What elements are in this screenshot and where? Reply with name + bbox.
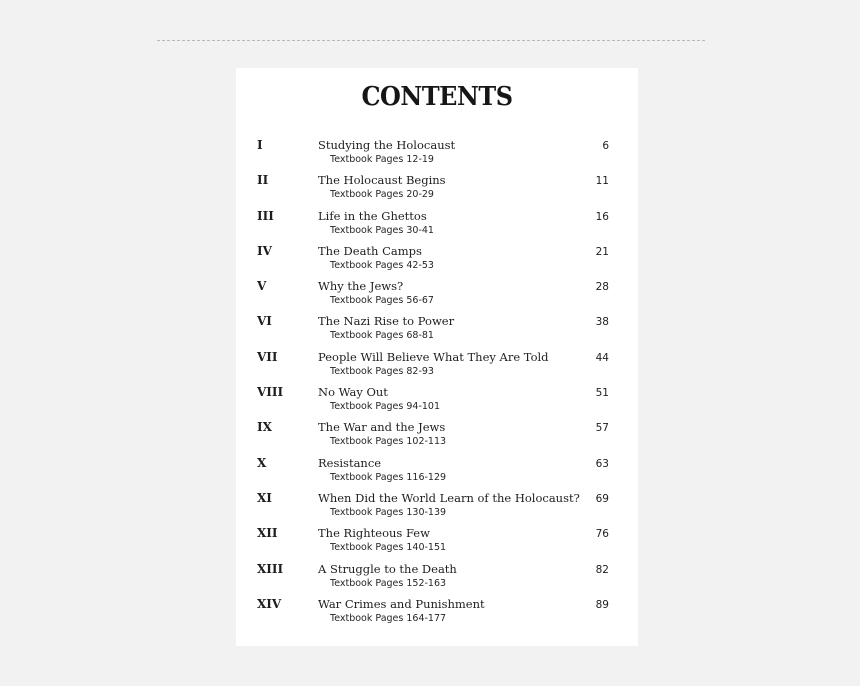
chapter-numeral: IV [257,243,272,258]
page-number: 11 [595,175,609,188]
textbook-pages: Textbook Pages 12-19 [330,154,434,165]
toc-entry [236,350,638,385]
chapter-title: Why the Jews? [318,279,404,294]
chapter-title: The Righteous Few [318,526,430,541]
toc-entry [236,597,638,632]
chapter-numeral: XI [257,490,272,505]
chapter-numeral: VIII [257,385,284,400]
chapter-numeral: II [257,173,269,188]
chapter-title: War Crimes and Punishment [318,596,485,611]
toc-entry [236,209,638,244]
toc-entry [236,526,638,561]
contents-page [236,68,638,646]
textbook-pages: Textbook Pages 20-29 [330,189,434,201]
chapter-numeral: I [257,138,263,152]
textbook-pages: Textbook Pages 94-101 [330,401,441,413]
page-number: 51 [595,387,609,400]
chapter-numeral: VI [257,314,272,329]
toc-entry [236,491,638,526]
chapter-numeral: III [257,208,274,223]
textbook-pages: Textbook Pages 152-163 [330,577,447,589]
page-title: CONTENTS [361,82,513,112]
toc-entry [236,420,638,455]
chapter-numeral: X [257,455,267,470]
textbook-pages: Textbook Pages 102-113 [330,436,447,448]
page-number: 16 [595,210,609,223]
chapter-title: Studying the Holocaust [318,138,456,152]
page-number: 21 [595,245,609,258]
textbook-pages: Textbook Pages 82-93 [330,365,434,377]
toc-entry [236,279,638,314]
chapter-numeral: XIII [257,561,284,576]
textbook-pages: Textbook Pages 42-53 [330,259,434,271]
textbook-pages: Textbook Pages 130-139 [330,506,447,518]
page-number: 69 [595,492,609,505]
chapter-title: Life in the Ghettos [318,208,427,223]
toc-entry [236,314,638,349]
textbook-pages: Textbook Pages 68-81 [330,330,434,342]
table-of-contents [236,138,638,632]
chapter-title: The Death Camps [318,243,422,258]
textbook-pages: Textbook Pages 140-151 [330,542,447,554]
textbook-pages: Textbook Pages 56-67 [330,295,434,307]
page-number: 38 [595,316,609,329]
chapter-title: When Did the World Learn of the Holocaust? [318,490,580,505]
textbook-pages: Textbook Pages 30-41 [330,224,434,236]
page-number: 63 [595,457,609,470]
chapter-title: No Way Out [318,385,388,400]
chapter-title: Resistance [318,455,382,470]
chapter-title: People Will Believe What They Are Told [318,349,549,364]
page-number: 76 [595,528,609,541]
page-number: 82 [595,563,609,576]
chapter-numeral: XII [257,526,278,541]
chapter-title: The War and the Jews [318,420,446,435]
toc-entry [236,456,638,491]
page-number: 6 [602,140,609,152]
chapter-numeral: V [257,279,267,294]
chapter-title: A Struggle to the Death [318,561,457,576]
page-number: 57 [595,422,609,435]
textbook-pages: Textbook Pages 116-129 [330,471,447,483]
toc-entry [236,385,638,420]
chapter-numeral: IX [257,420,272,435]
chapter-title: The Holocaust Begins [318,173,446,188]
toc-entry [236,173,638,208]
toc-entry [236,138,638,173]
dashed-divider [157,40,705,41]
toc-entry [236,562,638,597]
chapter-numeral: VII [257,349,278,364]
textbook-pages: Textbook Pages 164-177 [330,612,447,624]
page-number: 89 [595,598,609,611]
toc-entry [236,244,638,279]
chapter-title: The Nazi Rise to Power [318,314,455,329]
chapter-numeral: XIV [257,596,282,611]
page-number: 28 [595,281,609,294]
page-number: 44 [595,351,609,364]
